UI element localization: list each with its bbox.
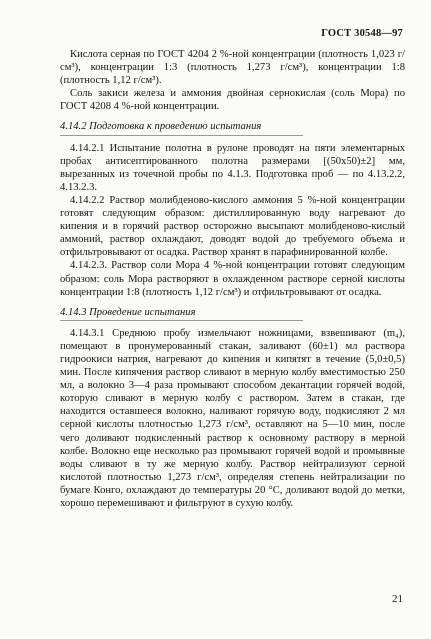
paragraph-4-14-2-2: 4.14.2.2 Раствор молибденово-кислого аммония 5 %-ной концентрации готовят следующим образом: дистиллированную воду нагревают до кипения и в горячий раствор осторожно высыпают молибденово-кислый аммоний, раствор охлаждают, доводят водой до требуемого объема и отфильтровывают от осадка. Раствор хранят в парафинированной колбе. [60,194,405,259]
paragraph-4-14-2-1: 4.14.2.1 Испытание полотна в рулоне проводят на пяти элементарных пробах антисептированного полотна размерами [(50x50)±2] мм, вырезанных из точечной пробы по 4.1.3. Подготовка проб — по 4.13.2.2, 4.13.2.3. [60,142,405,193]
standard-code-header: ГОСТ 30548—97 [321,28,403,39]
paragraph-4-14-2-3: 4.14.2.3. Раствор соли Мора 4 %-ной концентрации готовят следующим образом: соль Мора растворяют в охлажденном растворе серной кислоты концентрации 1:8 (плотность 1,12 г/см³) и отфильтровывают от осадка. [60,260,405,298]
paragraph-4-14-3-1: 4.14.3.1 Среднюю пробу измельчают ножницами, взвешивают (m₄), помещают в пронумерованный стакан, заливают (60±1) мл раствора гидроокиси натрия, нагревают до кипения и кипятят в течение (5,0±0,5) мин. После кипячения раствор сливают в мерную колбу вместимостью 250 мл, а волокно 3—4 раза промывают способом декантации горячей водой, которую сливают в мерную колбу с раствором. Затем в стакан, где находится оставшееся волокно, наливают горячую воду, подкисляют 2 мл серной кислоты плотностью 1,273 г/см³, оставляют на 5—10 мин, после чего доливают подкисленный раствор к основному раствору в мерной колбе. Волокно еще несколько раз промывают горячей водой и промывные воды сливают в ту же мерную колбу. Раствор нейтрализуют серной кислотой плотностью 1,273 г/см³, определяя степень нейтрализации по бумаге Конго, охлаждают до температуры 20 °С, доливают водой до метки, хорошо перемешивают и фильтруют в сухую колбу. [60,327,405,509]
page-number: 21 [392,593,403,605]
paragraph-sulfuric-acid: Кислота серная по ГОСТ 4204 2 %-ной концентрации (плотность 1,023 г/см³), концентрации 1:3 (плотность 1,273 г/см³), концентрации 1:8 (плотность 1,12 г/см³). [60,49,405,87]
paragraph-mohr-salt: Соль закиси железа и аммония двойная сернокислая (соль Мора) по ГОСТ 4208 4 %-ной концентрации. [60,88,405,113]
section-heading-4-14-2: 4.14.2 Подготовка к проведению испытания [60,120,303,135]
section-heading-4-14-3: 4.14.3 Проведение испытания [60,306,303,321]
document-body [60,48,405,510]
